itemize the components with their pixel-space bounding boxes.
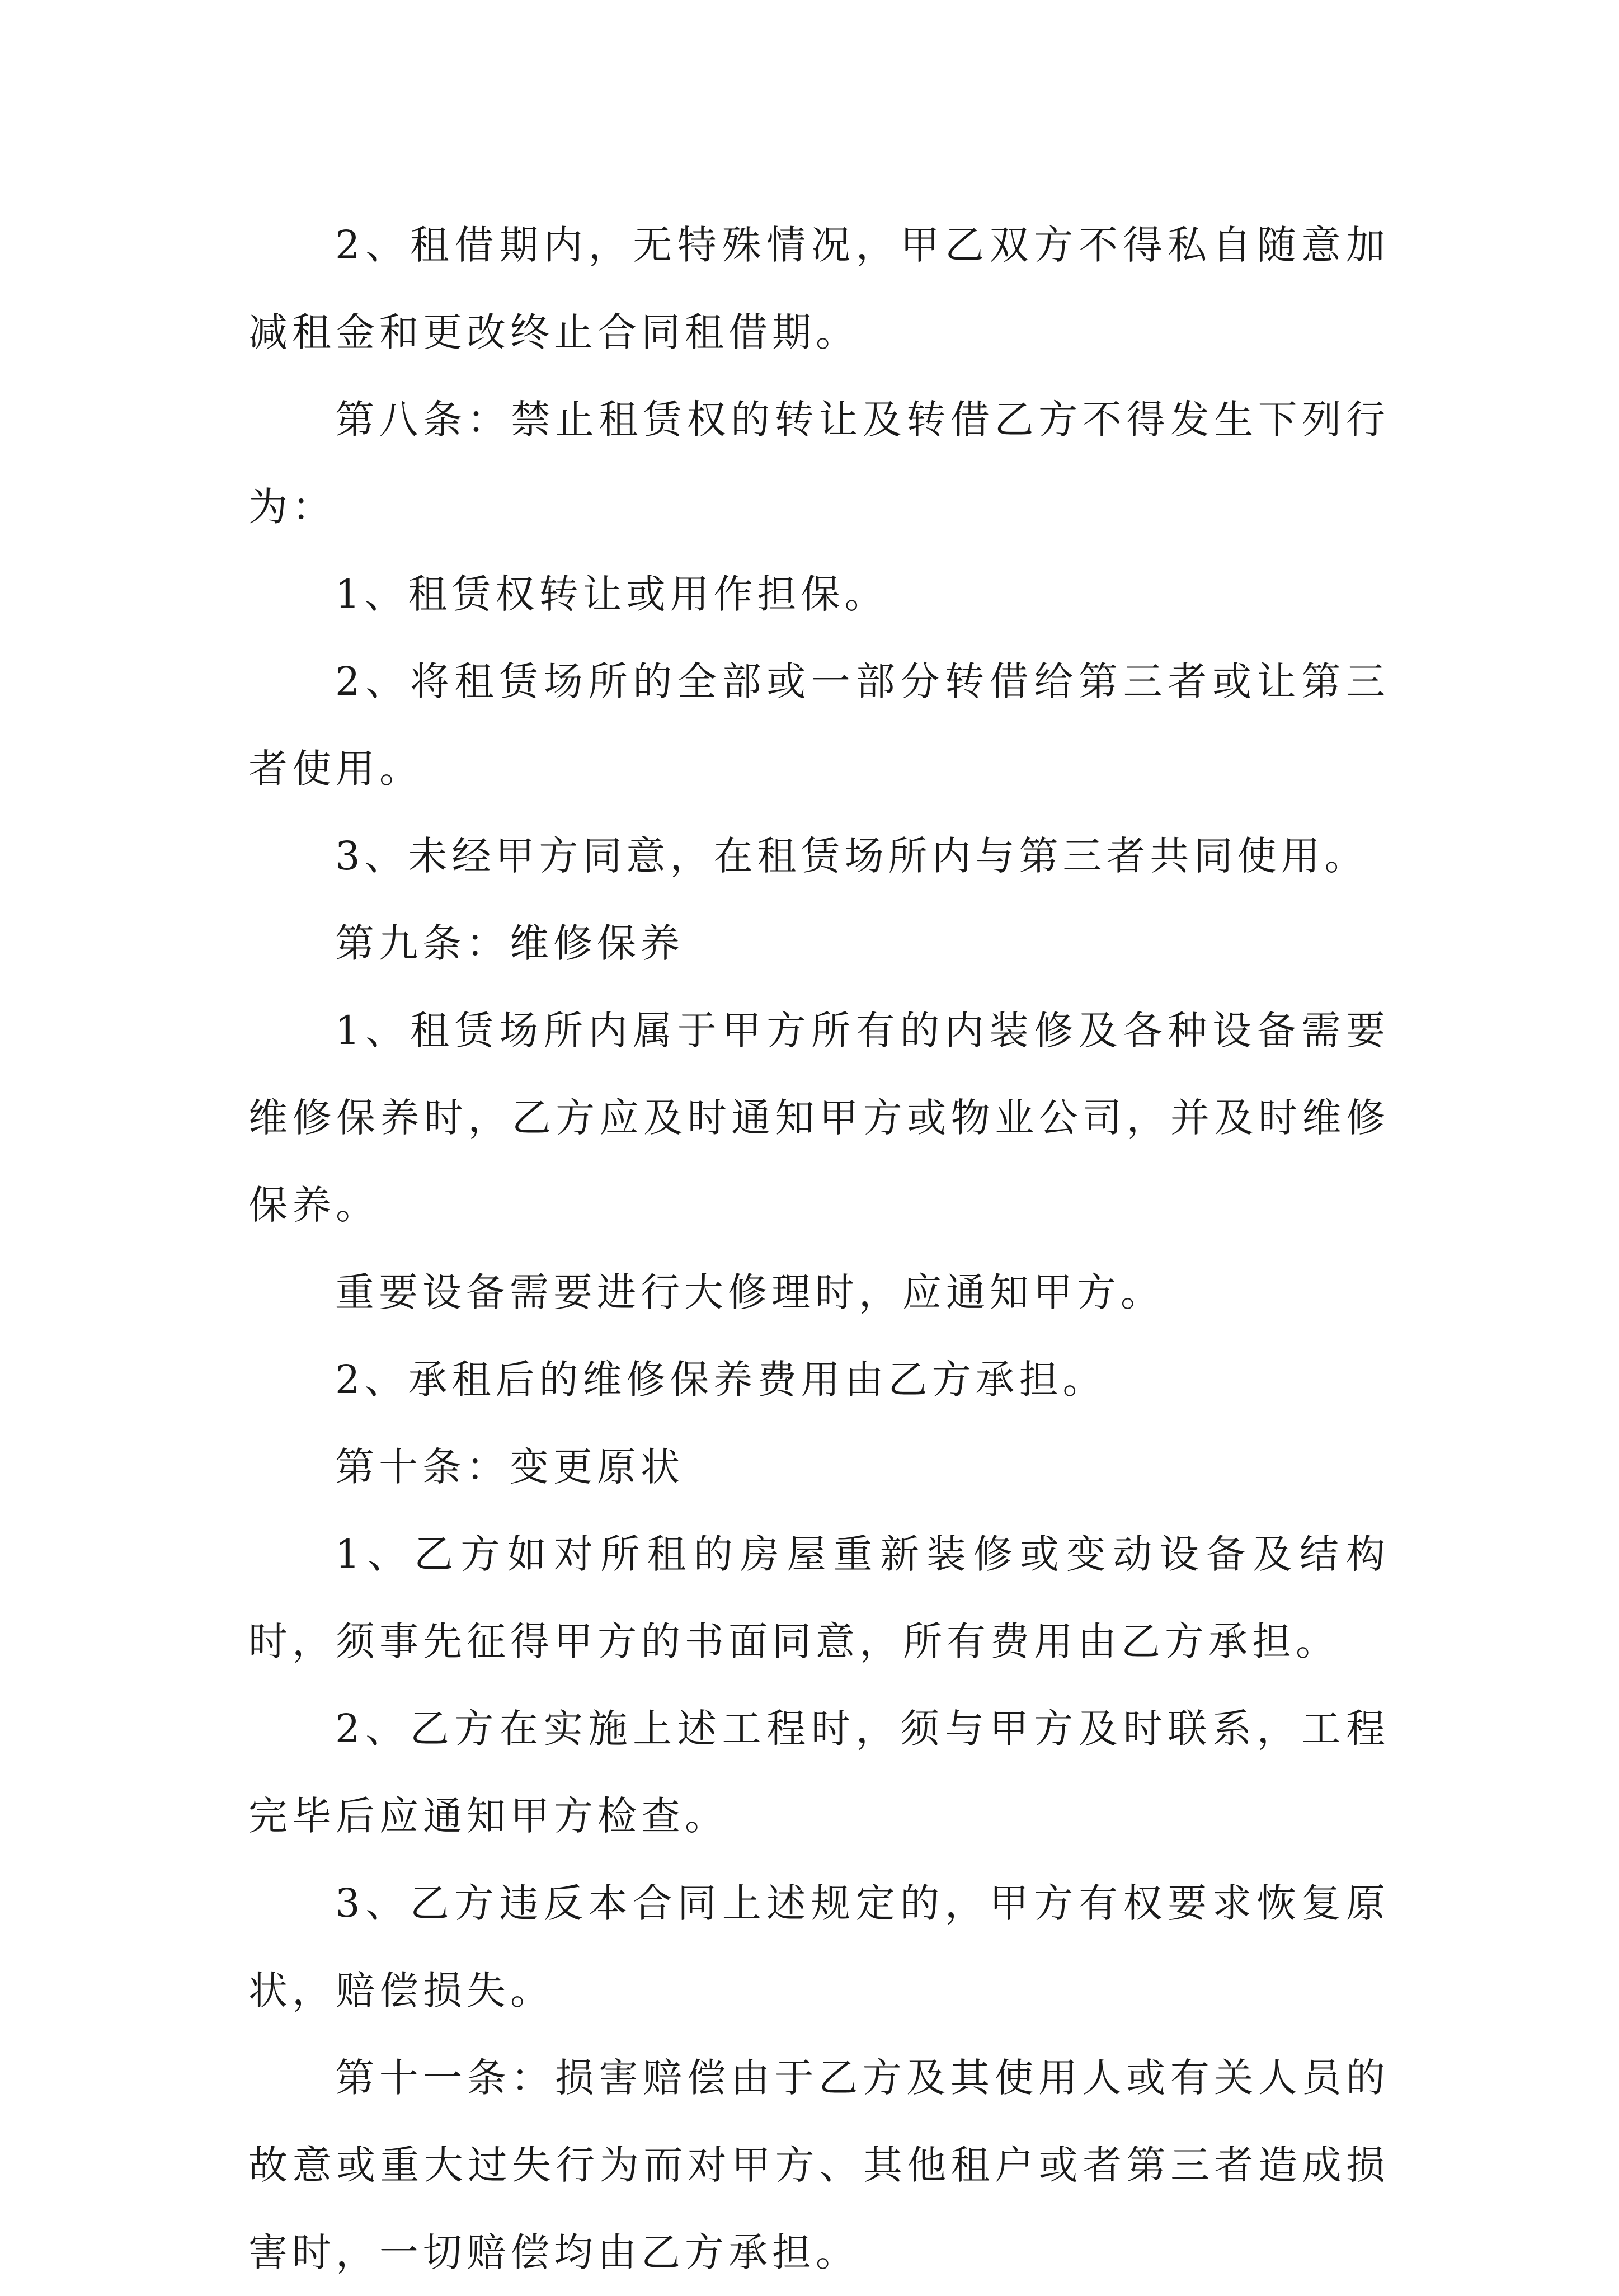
paragraph-article-8-item-2: 2、将租赁场所的全部或一部分转借给第三者或让第三者使用。	[248, 658, 1390, 792]
paragraph-article-10-item-3: 3、乙方违反本合同上述规定的，甲方有权要求恢复原状，赔偿损失。	[248, 1880, 1390, 2013]
paragraph-article-8-item-1: 1、租赁权转让或用作担保。	[335, 571, 888, 617]
paragraph-rent-term: 2、租借期内，无特殊情况，甲乙双方不得私自随意加减租金和更改终止合同租借期。	[248, 222, 1390, 355]
paragraph-article-9-heading: 第九条：维修保养	[335, 920, 684, 966]
paragraph-article-9-item-1: 1、租赁场所内属于甲方所有的内装修及各种设备需要维修保养时，乙方应及时通知甲方或物业公司，并及时维修保养。	[248, 1008, 1390, 1228]
paragraph-article-10-item-1: 1、乙方如对所租的房屋重新装修或变动设备及结构时，须事先征得甲方的书面同意，所有费用由乙方承担。	[248, 1531, 1390, 1664]
paragraph-article-9-item-2: 2、承租后的维修保养费用由乙方承担。	[335, 1357, 1107, 1403]
paragraph-article-10-heading: 第十条：变更原状	[335, 1444, 684, 1490]
paragraph-article-9-note: 重要设备需要进行大修理时，应通知甲方。	[335, 1269, 1164, 1315]
paragraph-article-8: 第八条：禁止租赁权的转让及转借乙方不得发生下列行为：	[248, 397, 1390, 530]
paragraph-article-8-item-3: 3、未经甲方同意，在租赁场所内与第三者共同使用。	[335, 833, 1368, 879]
paragraph-article-10-item-2: 2、乙方在实施上述工程时，须与甲方及时联系，工程完毕后应通知甲方检查。	[248, 1706, 1390, 1839]
paragraph-article-11: 第十一条：损害赔偿由于乙方及其使用人或有关人员的故意或重大过失行为而对甲方、其他租户或者第三者造成损害时，一切赔偿均由乙方承担。	[248, 2055, 1390, 2275]
document-body	[248, 201, 1390, 2296]
